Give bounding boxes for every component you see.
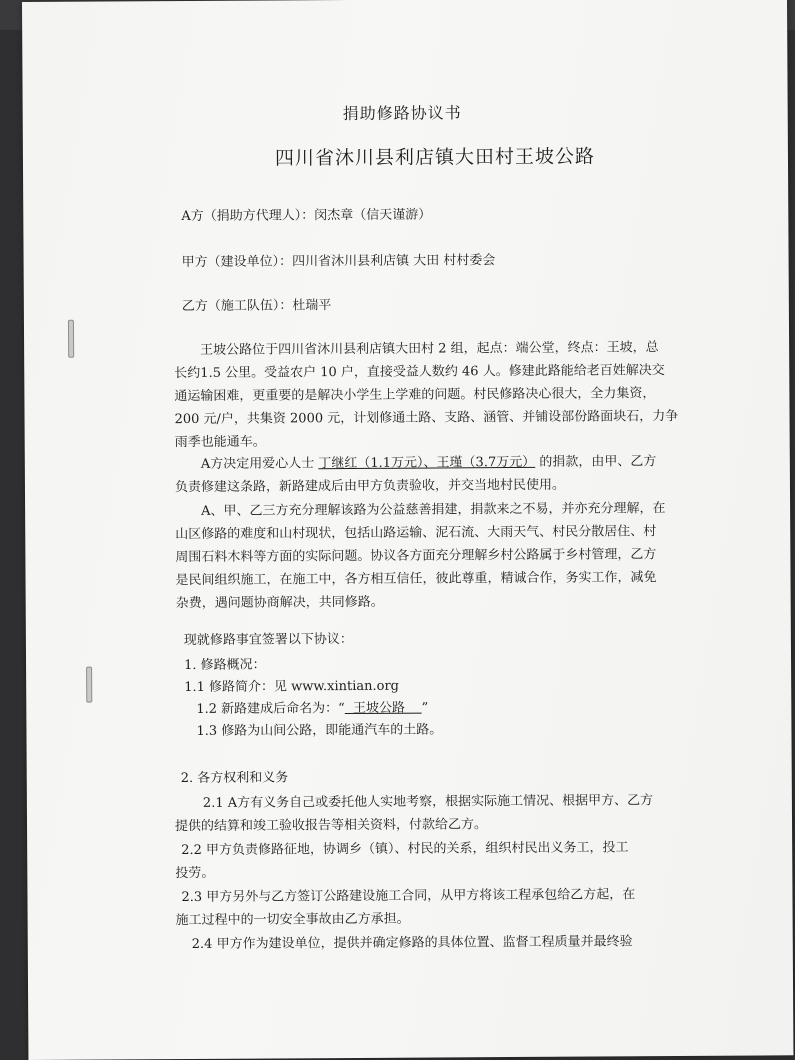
section-1-item-3: 1.3 修路为山间公路，即能通汽车的土路。	[196, 722, 443, 739]
section-2-heading: 2. 各方权利和义务	[180, 770, 289, 787]
intro-line: 雨季也能通车。	[174, 434, 266, 451]
section-2-item-1-cont: 提供的结算和竣工验收报告等相关资料，付款给乙方。	[174, 817, 488, 835]
agreement-intro: 现就修路事宜签署以下协议：	[183, 631, 353, 649]
section-1-heading: 1. 修路概况：	[184, 657, 266, 674]
intro-line: 通运输困难，更重要的是解决小学生上学难的问题。村民修路决心很大，全力集资，	[174, 386, 656, 405]
section-2-item-3-cont: 施工过程中的一切安全事故由乙方承担。	[175, 911, 410, 929]
understanding-line: 是民间组织施工，在施工中，各方相互信任，彼此尊重，精诚合作，务实工作，减免	[175, 570, 657, 589]
document-title: 捐助修路协议书	[342, 103, 462, 124]
understanding-line: 山区修路的难度和山村现状，包括山路运输、泥石流、大雨天气、村民分散居住、村	[175, 524, 657, 543]
understanding-line: 杂费，遇问题协商解决，共同修路。	[175, 594, 384, 612]
donor-names: 丁继红（1.1万元）、王瑾（3.7万元）	[318, 454, 536, 472]
donor-suffix: 的捐款，由甲、乙方	[535, 454, 657, 470]
intro-line: 长约1.5 公里。受益农户 10 户，直接受益人数约 46 人。修建此路能给老百姓解决交	[174, 363, 665, 382]
document-subtitle: 四川省沐川县利店镇大田村王坡公路	[274, 145, 596, 170]
party-yi: 乙方（施工队伍）：杜瑞平	[181, 298, 332, 315]
document-page	[22, 0, 793, 1060]
section-1-item-2	[196, 701, 428, 718]
road-name: 王坡公路	[344, 700, 422, 717]
document-content	[22, 0, 793, 1060]
intro-line: 王坡公路位于四川省沐川县利店镇大田村 2 组，起点：端公堂，终点：王坡，总	[200, 340, 659, 358]
section-2-item-3: 2.3 甲方另外与乙方签订公路建设施工合同，从甲方将该工程承包给乙方起，在	[181, 887, 636, 906]
donor-line-2: 负责修建这条路，新路建成后由甲方负责验收，并交当地村民使用。	[174, 477, 566, 496]
section-1-item-2-prefix: 1.2 新路建成后命名为：“	[196, 701, 345, 717]
section-2-item-2-cont: 投劳。	[175, 865, 215, 882]
party-jia: 甲方（建设单位）：四川省沐川县利店镇 大田 村村委会	[181, 253, 496, 271]
intro-line: 200 元/户，共集资 2000 元，计划修通土路、支路、涵管、并铺设部份路面块石，力争	[174, 408, 679, 428]
section-1-item-1: 1.1 修路简介：见 www.xintian.org	[184, 678, 400, 696]
party-a: A方（捐助方代理人）：闵杰章（信天谨游）	[181, 207, 432, 225]
section-2-item-1: 2.1 A方有义务自己或委托他人实地考察，根据实际施工情况、根据甲方、乙方	[202, 793, 654, 811]
donor-prefix: A方决定用爱心人士	[200, 456, 319, 472]
understanding-line: 周围石料木料等方面的实际问题。协议各方面充分理解乡村公路属于乡村管理，乙方	[175, 547, 657, 566]
section-2-item-2: 2.2 甲方负责修路征地，协调乡（镇）、村民的关系，组织村民出义务工，投工	[181, 840, 629, 859]
understanding-line: A、甲、乙三方充分理解该路为公益慈善捐建，捐款来之不易，并亦充分理解，在	[201, 501, 666, 519]
section-1-item-2-suffix: ”	[421, 700, 429, 716]
section-2-item-4: 2.4 甲方作为建设单位，提供并确定修路的具体位置、监督工程质量并最终验	[191, 934, 633, 952]
donor-line	[201, 454, 657, 473]
